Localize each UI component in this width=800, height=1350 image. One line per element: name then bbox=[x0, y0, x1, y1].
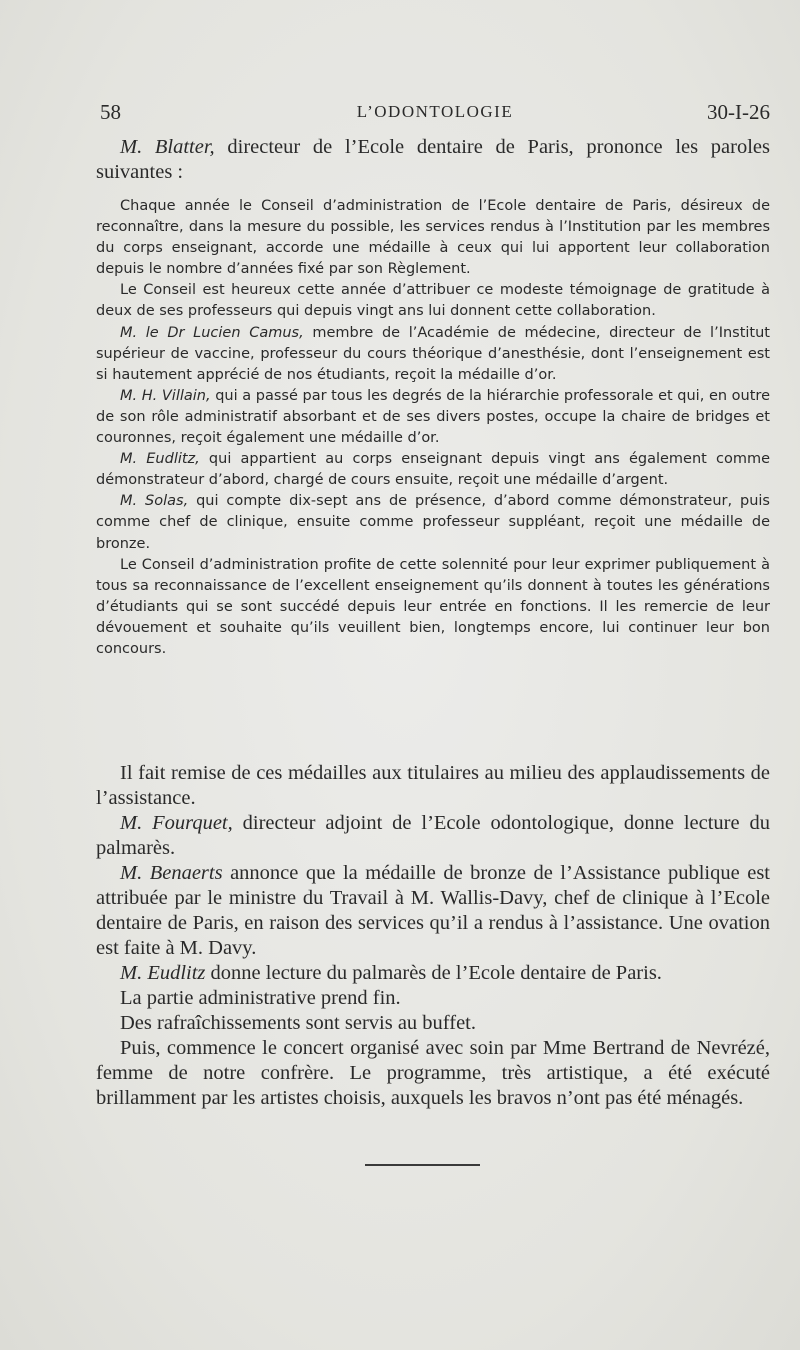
speech-paragraph-5 bbox=[96, 449, 770, 491]
narrative-paragraph-1: Il fait remise de ces médailles aux titulaires au milieu des applaudissements de l’assistance. bbox=[96, 762, 770, 809]
speech-paragraph-6 bbox=[96, 491, 770, 554]
narrative-text: directeur adjoint de l’Ecole odontologique, donne lecture du palmarès. bbox=[96, 812, 770, 859]
awardee-name: M. Solas, bbox=[120, 493, 189, 510]
intro-block bbox=[96, 135, 770, 185]
awardee-text: membre de l’Académie de médecine, directeur de l’Institut supérieur de vaccine, professeur du cours théorique d’anesthésie, dont l’enseignement est si hautement apprécié de nos étudiants, reçoit la médaille d’or. bbox=[96, 324, 770, 383]
end-rule bbox=[365, 1164, 480, 1166]
narrative-block bbox=[96, 761, 770, 1111]
issue-date: 30-I-26 bbox=[707, 100, 770, 124]
journal-title: L’ODONTOLOGIE bbox=[356, 102, 514, 121]
narrative-text: donne lecture du palmarès de l’Ecole dentaire de Paris. bbox=[205, 962, 662, 984]
speaker-name: M. Blatter, bbox=[120, 136, 215, 158]
awardee-name: M. Eudlitz, bbox=[120, 451, 200, 468]
speech-paragraph-2: Le Conseil est heureux cette année d’attribuer ce modeste témoignage de gratitude à deux de ses professeurs qui depuis vingt ans lui donnent cette collaboration. bbox=[96, 282, 770, 320]
speech-paragraph-3 bbox=[96, 323, 770, 386]
narrative-paragraph-5: La partie administrative prend fin. bbox=[120, 987, 401, 1009]
awardee-text: qui appartient au corps enseignant depuis vingt ans également comme démonstrateur d’abord, chargé de cours ensuite, reçoit une médaille d’argent. bbox=[96, 451, 770, 489]
intro-paragraph bbox=[96, 135, 770, 185]
speech-block bbox=[96, 196, 770, 660]
speaker-name: M. Benaerts bbox=[120, 862, 223, 884]
speech-paragraph-4 bbox=[96, 386, 770, 449]
awardee-name: M. le Dr Lucien Camus, bbox=[120, 324, 304, 341]
running-header bbox=[100, 100, 770, 126]
narrative-paragraph-4 bbox=[96, 961, 770, 986]
awardee-text: qui compte dix-sept ans de présence, d’abord comme démonstrateur, puis comme chef de clinique, ensuite comme professeur suppléant, reçoit une médaille de bronze. bbox=[96, 493, 770, 552]
page-number: 58 bbox=[100, 100, 121, 124]
awardee-name: M. H. Villain, bbox=[120, 387, 211, 404]
speaker-name: M. Fourquet, bbox=[120, 812, 233, 834]
intro-text: directeur de l’Ecole dentaire de Paris, prononce les paroles suivantes : bbox=[96, 136, 770, 183]
speaker-name: M. Eudlitz bbox=[120, 962, 206, 984]
speech-paragraph-1: Chaque année le Conseil d’administration de l’Ecole dentaire de Paris, désireux de reconnaître, dans la mesure du possible, les services rendus à l’Institution par les membres du corps enseignant, accorde une médaille à ceux qui lui apportent leur collaboration depuis le nombre d’années fixé par son Règlement. bbox=[96, 198, 770, 278]
narrative-paragraph-3 bbox=[96, 861, 770, 961]
speech-paragraph-7: Le Conseil d’administration profite de cette solennité pour leur exprimer publiquement à tous sa reconnaissance de l’excellent enseignement qu’ils donnent à toutes les générations d’étudiants qui se sont succédé depuis leur entrée en fonctions. Il les remercie de leur dévouement et souhaite qu’ils veuillent bien, longtemps encore, lui continuer leur bon concours. bbox=[96, 556, 770, 657]
narrative-paragraph-2 bbox=[96, 811, 770, 861]
narrative-text: annonce que la médaille de bronze de l’Assistance publique est attribuée par le ministre du Travail à M. Wallis-Davy, chef de clinique à l’Ecole dentaire de Paris, en raison des services qu’il a rendus à l’assistance. Une ovation est faite à M. Davy. bbox=[96, 862, 771, 959]
narrative-paragraph-6: Des rafraîchissements sont servis au buffet. bbox=[120, 1012, 476, 1034]
narrative-paragraph-7: Puis, commence le concert organisé avec soin par Mme Bertrand de Nevrézé, femme de notre confrère. Le programme, très artistique, a été exécuté brillamment par les artistes choisis, auxquels les bravos n’ont pas été ménagés. bbox=[96, 1037, 770, 1109]
awardee-text: qui a passé par tous les degrés de la hiérarchie professorale et qui, en outre de son rôle administratif absorbant et de ses divers postes, occupe la chaire de bridges et couronnes, reçoit également une médaille d’or. bbox=[96, 387, 770, 447]
